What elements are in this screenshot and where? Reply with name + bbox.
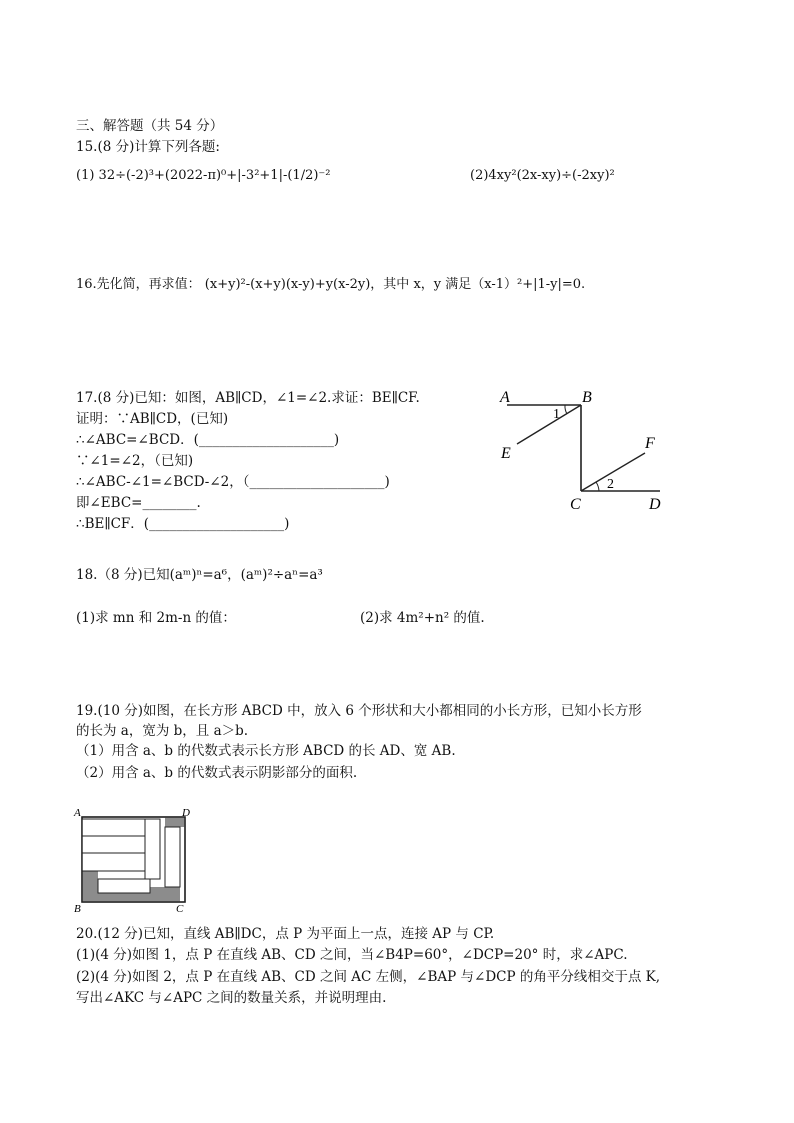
label-d: D (182, 807, 190, 819)
label-angle2: 2 (607, 477, 614, 492)
line-be (517, 405, 581, 444)
angle1-arc (565, 405, 567, 414)
q19-figure (70, 805, 200, 915)
q20-line1: 20.(12 分)已知，直线 AB∥DC，点 P 为平面上一点，连接 AP 与 CP. (76, 926, 495, 942)
q15-part1: (1) 32÷(-2)³+(2022-π)⁰+|-3²+1|-(1/2)⁻² (76, 168, 331, 183)
label-b: B (74, 903, 81, 915)
q19-line1: 19.(10 分)如图，在长方形 ABCD 中，放入 6 个形状和大小都相同的小长方形，已知小长方形 (76, 703, 642, 719)
q17-line6: 即∠EBC=________. (76, 495, 201, 511)
q17-line4: ∵∠1=∠2，（已知) (76, 453, 194, 469)
q19-line4: （2）用含 a、b 的代数式表示阴影部分的面积. (76, 765, 358, 781)
q18-part1: (1)求 mn 和 2m-n 的值： (76, 610, 236, 626)
q18-part2: (2)求 4m²+n² 的值. (360, 610, 485, 626)
label-d: D (649, 496, 661, 513)
section-heading: 三、解答题（共 54 分） (76, 118, 224, 134)
small-rect-5 (165, 827, 180, 887)
label-b: B (582, 389, 592, 406)
angle2-arc (596, 482, 599, 491)
q16-text: 16.先化简，再求值： (x+y)²-(x+y)(x-y)+y(x-2y)，其中 x，y 满足（x-1）²+|1-y|=0. (76, 277, 586, 292)
q17-line7: ∴BE∥CF．(____________________) (76, 516, 290, 532)
q19-line2: 的长为 a，宽为 b，且 a＞b. (76, 723, 249, 739)
q17-figure (495, 384, 675, 514)
q17-line3: ∴∠ABC=∠BCD．(____________________) (76, 432, 340, 448)
q20-line2: (1)(4 分)如图 1，点 P 在直线 AB、CD 之间，当∠B4P=60°，∠DCP=20° 时，求∠APC. (76, 947, 628, 963)
label-a: A (500, 389, 510, 406)
small-rect-2 (82, 836, 145, 853)
label-e: E (501, 445, 511, 462)
q17-line2: 证明：∵AB∥CD，(已知) (76, 411, 229, 427)
q20-line4: 写出∠AKC 与∠APC 之间的数量关系，并说明理由. (76, 990, 387, 1006)
label-f: F (645, 435, 655, 452)
small-rect-4 (145, 819, 160, 879)
label-a: A (74, 807, 81, 819)
q17-line5: ∴∠ABC-∠1=∠BCD-∠2，（____________________) (76, 474, 390, 490)
label-c: C (176, 903, 184, 915)
label-c: C (570, 496, 581, 513)
q15-part2: (2)4xy²(2x-xy)÷(-2xy)² (470, 168, 615, 183)
q18-line1: 18.（8 分)已知(aᵐ)ⁿ=a⁶，(aᵐ)²÷aⁿ=a³ (76, 567, 323, 583)
q17-line1: 17.(8 分)已知：如图，AB∥CD，∠1=∠2.求证：BE∥CF. (76, 390, 420, 406)
q20-line3: (2)(4 分)如图 2，点 P 在直线 AB、CD 之间 AC 左侧，∠BAP 与∠DCP 的角平分线相交于点 K, (76, 969, 661, 985)
small-rect-6 (98, 879, 150, 893)
q19-line3: （1）用含 a、b 的代数式表示长方形 ABCD 的长 AD、宽 AB. (76, 743, 456, 759)
label-angle1: 1 (553, 407, 560, 422)
q15-title: 15.(8 分)计算下列各题: (76, 139, 220, 155)
small-rect-3 (82, 853, 145, 871)
small-rect-1 (82, 819, 145, 836)
